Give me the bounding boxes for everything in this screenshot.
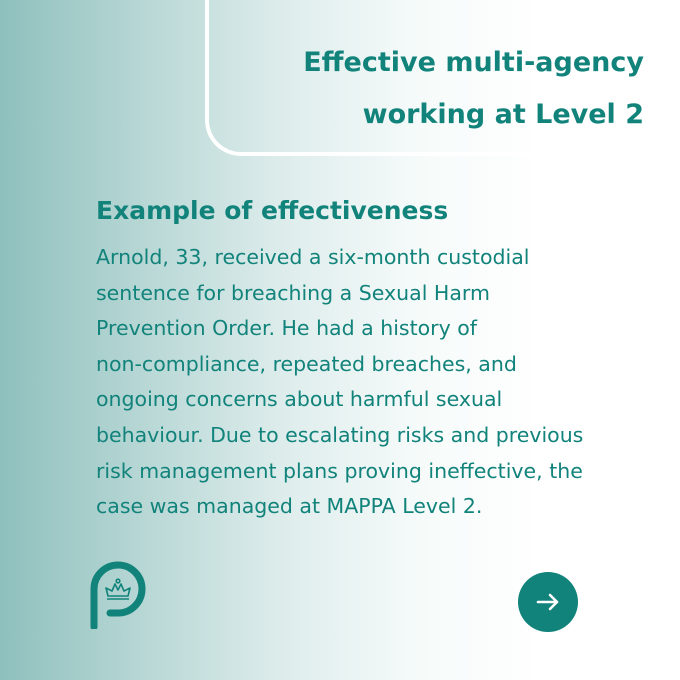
arrow-right-icon <box>533 587 563 617</box>
body-line: Prevention Order. He had a history of <box>96 316 478 341</box>
slide-title-line: working at Level 2 <box>362 99 644 130</box>
crown-p-logo-icon <box>88 557 148 629</box>
body-line: non-compliance, repeated breaches, and <box>96 351 517 376</box>
slide-title-line: Effective multi-agency <box>303 47 644 78</box>
body-paragraph <box>96 240 636 525</box>
body-line: case was managed at MAPPA Level 2. <box>96 494 483 519</box>
body-line: ongoing concerns about harmful sexual <box>96 387 503 412</box>
slide-title <box>224 37 644 141</box>
section-heading: Example of effectiveness <box>96 196 449 225</box>
next-button[interactable] <box>518 572 578 632</box>
body-line: behaviour. Due to escalating risks and previous <box>96 422 584 447</box>
body-line: risk management plans proving ineffective, the <box>96 458 583 483</box>
body-line: sentence for breaching a Sexual Harm <box>96 280 490 305</box>
body-line: Arnold, 33, received a six-month custodial <box>96 245 530 269</box>
